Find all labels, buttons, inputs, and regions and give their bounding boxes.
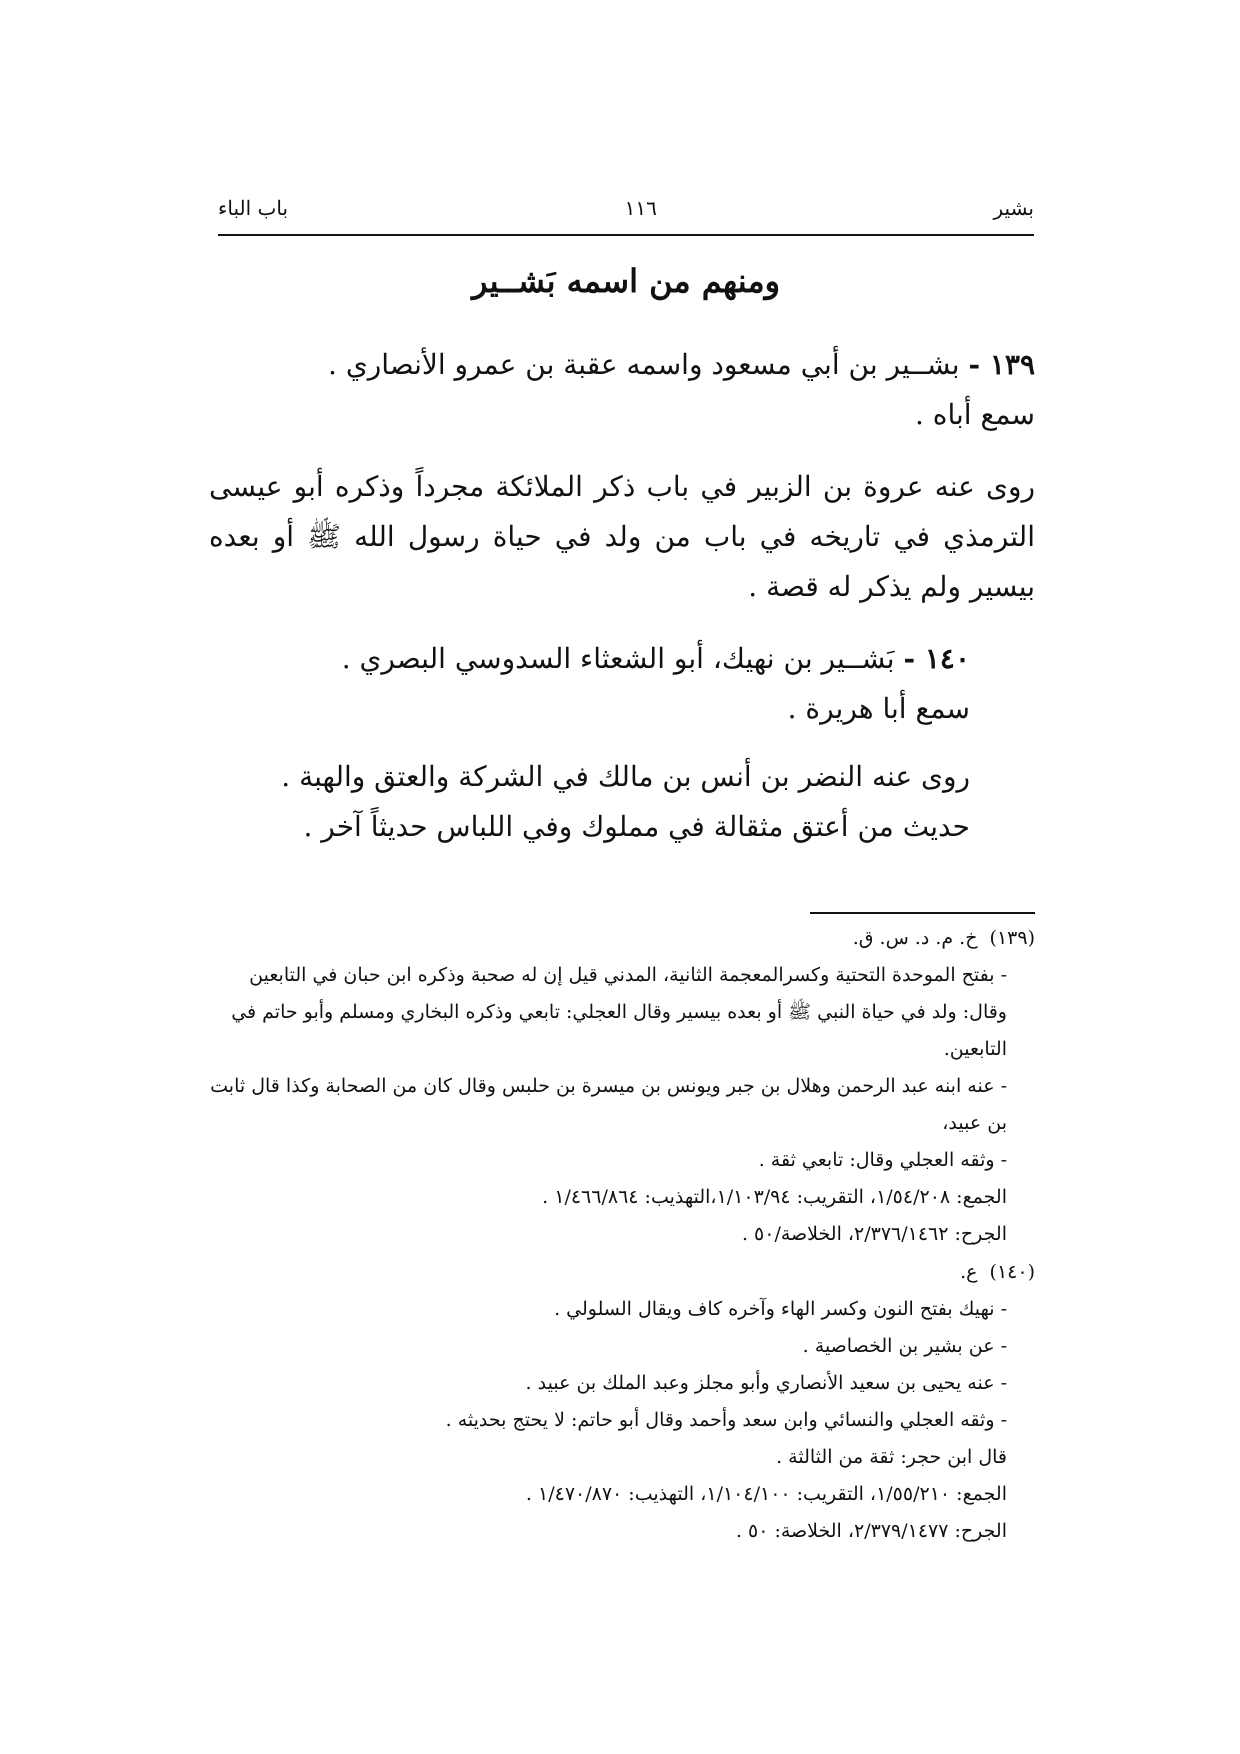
footnote-line: - عن بشير بن الخصاصية . — [802, 1335, 1007, 1357]
entry-140-name: بَشــير بن نهيك، أبو الشعثاء السدوسي البصري . — [341, 642, 895, 675]
header-entry-name: بشير — [993, 196, 1034, 220]
footnote-line: الجرح: ٢/٣٧٩/١٤٧٧، الخلاصة: ٥٠ . — [735, 1520, 1007, 1542]
entry-140-narration — [210, 752, 970, 852]
footnote-line: الجرح: ٢/٣٧٦/١٤٦٢، الخلاصة/٥٠ . — [741, 1223, 1007, 1245]
footnote-line: - وثقه العجلي وقال: تابعي ثقة . — [758, 1149, 1007, 1171]
entry-139-number: ١٣٩ - — [968, 348, 1035, 381]
entry-140-narration-line-1: روى عنه النضر بن أنس بن مالك في الشركة والعتق والهبة . — [281, 760, 970, 793]
footnote-140 — [200, 1254, 1035, 1550]
header-rule — [218, 234, 1034, 236]
footnote-140-marker: (١٤٠) — [989, 1261, 1035, 1283]
page-number: ١١٦ — [624, 196, 657, 220]
footnote-line: الجمع: ١/٥٥/٢١٠، التقريب: ١/١٠٤/١٠٠، التهذيب: ١/٤٧٠/٨٧٠ . — [525, 1483, 1007, 1505]
entry-139-heard-from: سمع أباه . — [914, 398, 1035, 431]
footnote-139 — [200, 920, 1035, 1253]
footnote-line: - وثقه العجلي والنسائي وابن سعد وأحمد وقال أبو حاتم: لا يحتج بحديثه . — [445, 1409, 1007, 1431]
entry-139-narration — [209, 462, 1035, 612]
entry-140-narration-line-2: حديث من أعتق مثقالة في مملوك وفي اللباس حديثاً آخر . — [303, 810, 970, 843]
footnote-line: - عنه ابنه عبد الرحمن وهلال بن جبر ويونس بن ميسرة بن حلبس وقال كان من الصحابة وكذا قال ثابت بن عبيد، — [210, 1075, 1007, 1134]
footnote-140-symbols: ع. — [960, 1261, 978, 1283]
running-header — [218, 196, 1034, 228]
entry-139 — [275, 340, 1035, 440]
footnote-line: - نهيك بفتح النون وكسر الهاء وآخره كاف ويقال السلولي . — [554, 1298, 1007, 1320]
footnote-139-marker: (١٣٩) — [989, 927, 1035, 949]
entry-139-title-line — [275, 340, 1035, 390]
footnote-line: قال ابن حجر: ثقة من الثالثة . — [776, 1446, 1007, 1468]
entry-139-name: بشــير بن أبي مسعود واسمه عقبة بن عمرو الأنصاري . — [328, 348, 960, 381]
footnote-139-head — [200, 920, 1035, 957]
entry-140-title-line — [270, 634, 970, 684]
footnote-line: - عنه يحيى بن سعيد الأنصاري وأبو مجلز وعبد الملك بن عبيد . — [525, 1372, 1007, 1394]
entry-140-heard-from: سمع أبا هريرة . — [787, 692, 970, 725]
entry-140-number: ١٤٠ - — [903, 642, 970, 675]
footnote-139-symbols: خ. م. د. س. ق. — [852, 927, 978, 949]
footnote-rule — [810, 912, 1035, 914]
header-chapter-title: باب الباء — [218, 196, 289, 220]
footnote-140-head — [200, 1254, 1035, 1291]
section-title: ومنهم من اسمه بَشــير — [471, 262, 781, 300]
entry-139-narration-text: روى عنه عروة بن الزبير في باب ذكر الملائكة مجرداً وذكره أبو عيسى الترمذي في تاريخه في باب من ولد في حياة رسول الله ﷺ أو بعده بيسير ولم يذكر له قصة . — [209, 470, 1035, 603]
footnote-line: - بفتح الموحدة التحتية وكسرالمعجمة الثانية، المدني قيل إن له صحبة وذكره ابن حبان في التابعين وقال: ولد في حياة النبي ﷺ أو بعده بيسير وقال العجلي: تابعي وذكره البخاري ومسلم وأبو حاتم في التابعين. — [231, 964, 1007, 1060]
entry-140 — [270, 634, 970, 734]
footnote-line: الجمع: ١/٥٤/٢٠٨، التقريب: ١/١٠٣/٩٤،التهذيب: ١/٤٦٦/٨٦٤ . — [542, 1186, 1007, 1208]
